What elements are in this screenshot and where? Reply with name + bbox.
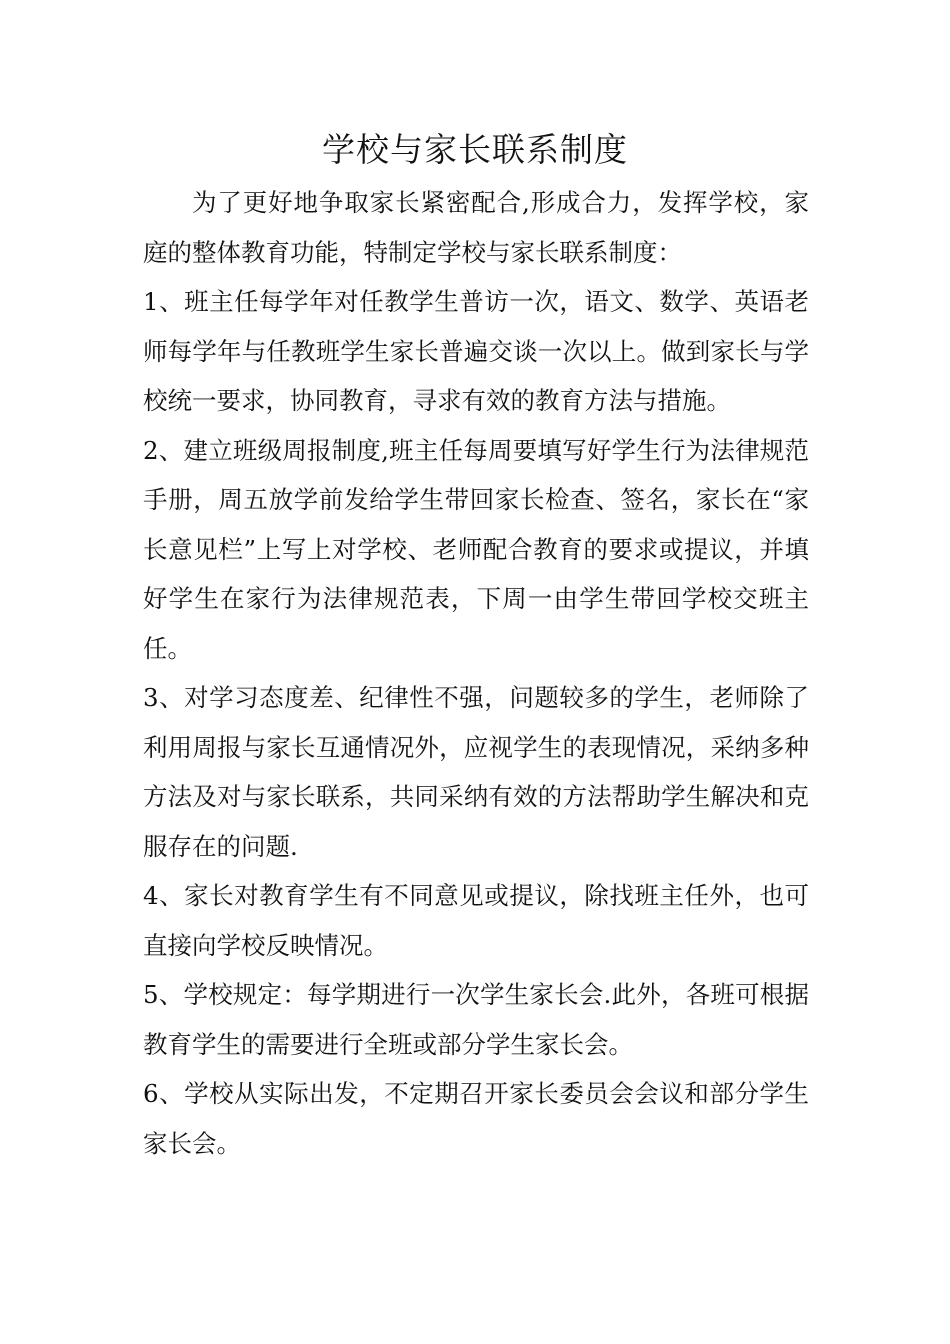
rule-item-3: 3、对学习态度差、纪律性不强，问题较多的学生，老师除了利用周报与家长互通情况外，应视学生的表现情况，采纳多种方法及对与家长联系，共同采纳有效的方法帮助学生解决和克服存在的问题. [143, 683, 809, 861]
rule-item-1: 1、班主任每学年对任教学生普访一次，语文、数学、英语老师每学年与任教班学生家长普遍交谈一次以上。做到家长与学校统一要求，协同教育，寻求有效的教育方法与措施。 [143, 287, 809, 415]
intro-paragraph: 为了更好地争取家长紧密配合,形成合力，发挥学校，家庭的整体教育功能，特制定学校与家长联系制度： [143, 188, 809, 267]
document-title: 学校与家长联系制度 [322, 130, 628, 169]
rule-item-5: 5、学校规定：每学期进行一次学生家长会.此外，各班可根据教育学生的需要进行全班或部分学生家长会。 [143, 980, 809, 1059]
document-body [143, 178, 809, 1168]
rule-item-6: 6、学校从实际出发，不定期召开家长委员会会议和部分学生家长会。 [143, 1079, 809, 1158]
rule-item-2: 2、建立班级周报制度,班主任每周要填写好学生行为法律规范手册，周五放学前发给学生带回家长检查、签名，家长在“家长意见栏”上写上对学校、老师配合教育的要求或提议，并填好学生在家行为法律规范表，下周一由学生带回学校交班主任。 [143, 435, 809, 663]
rule-item-4: 4、家长对教育学生有不同意见或提议，除找班主任外，也可直接向学校反映情况。 [143, 881, 809, 960]
